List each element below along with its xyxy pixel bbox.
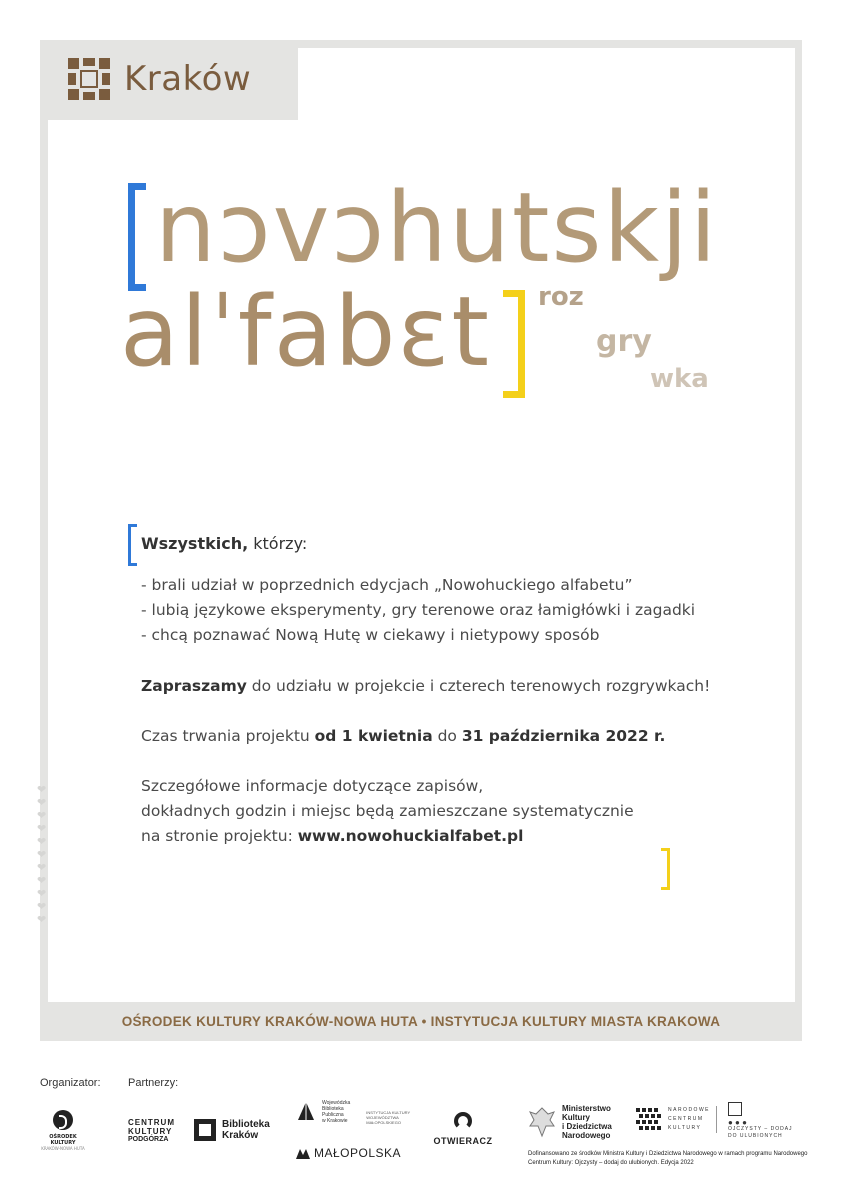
logo-biblioteka-krakow[interactable] xyxy=(194,1119,270,1141)
heart-icon: ❤ xyxy=(37,835,47,848)
wbp-line-4: w Krakowie xyxy=(322,1118,348,1124)
logo-centrum-kultury-podgorza[interactable] xyxy=(128,1118,175,1143)
invite-paragraph xyxy=(141,674,761,698)
heart-icon: ❤ xyxy=(37,822,47,835)
ojczysty-icon xyxy=(728,1102,742,1116)
info-line-3 xyxy=(141,824,761,849)
wbp-text xyxy=(322,1100,350,1125)
invite-content xyxy=(141,534,761,849)
nck-line-1: NARODOWE xyxy=(668,1107,710,1113)
heart-icon: ❤ xyxy=(37,809,47,822)
logo-osrodek-kultury[interactable] xyxy=(38,1110,88,1151)
heart-icon: ❤ xyxy=(37,874,47,887)
heart-icon: ❤ xyxy=(37,900,47,913)
ckp-line-3: PODGÓRZA xyxy=(128,1136,169,1143)
ojczysty-dots-icon: ● ● ● xyxy=(728,1118,747,1127)
heading-bold: Wszystkich, xyxy=(141,534,249,553)
wbp-inst-3: MAŁOPOLSKIEGO xyxy=(366,1120,401,1125)
logo-ojczysty[interactable] xyxy=(728,1102,793,1140)
nck-grid-icon xyxy=(636,1108,662,1132)
content-bracket-open xyxy=(128,524,137,566)
otwieracz-label: OTWIERACZ xyxy=(433,1136,493,1146)
bk-line-1: Biblioteka xyxy=(222,1119,270,1130)
title-suffix-wka: wka xyxy=(650,364,709,394)
ministerstwo-text xyxy=(562,1104,612,1140)
content-bracket-close xyxy=(661,848,670,890)
krakow-mark-icon xyxy=(68,58,110,100)
title-line-2: alˈfabɛt xyxy=(120,276,491,388)
logo-ministerstwo-kultury[interactable] xyxy=(528,1104,612,1140)
wbp-institution xyxy=(366,1110,410,1125)
footer-institution: OŚRODEK KULTURY KRAKÓW-NOWA HUTA • INSTYTUCJA KULTURY MIASTA KRAKOWA xyxy=(121,1014,721,1029)
nck-line-3: KULTURY xyxy=(668,1125,702,1131)
biblioteka-text xyxy=(222,1119,270,1141)
invite-rest: do udziału w projekcie i czterech terenowych rozgrywkach! xyxy=(246,677,711,695)
title-suffix-roz: roz xyxy=(538,282,584,312)
mk-line-3: i Dziedzictwa xyxy=(562,1122,612,1131)
krakow-brand-name: Kraków xyxy=(124,59,252,99)
ckp-line-1: CENTRUM xyxy=(128,1118,175,1127)
heading-rest: którzy: xyxy=(248,534,308,553)
invite-bold: Zapraszamy xyxy=(141,677,247,695)
nck-text xyxy=(668,1106,717,1133)
wbp-inst-1: INSTYTUCJA KULTURY xyxy=(366,1110,411,1115)
logo-nck[interactable] xyxy=(636,1106,717,1133)
info-line-2: dokładnych godzin i miejsc będą zamieszczane systematycznie xyxy=(141,802,634,820)
mk-line-1: Ministerstwo xyxy=(562,1104,611,1113)
oj-line-1: OJCZYSTY – DODAJ xyxy=(728,1126,793,1132)
info-paragraph xyxy=(141,774,761,849)
criteria-list xyxy=(141,573,761,648)
organizer-label: Organizator: xyxy=(40,1077,101,1089)
heart-icon: ❤ xyxy=(37,796,47,809)
bk-line-2: Kraków xyxy=(222,1130,259,1141)
info-line-1: Szczegółowe informacje dotyczące zapisów, xyxy=(141,777,484,795)
logo-malopolska[interactable] xyxy=(296,1146,401,1160)
duration-to: 31 października 2022 r. xyxy=(461,727,666,745)
website-link[interactable]: www.nowohuckialfabet.pl xyxy=(297,827,524,845)
title-suffix-gry: gry xyxy=(596,324,652,359)
heart-icon: ❤ xyxy=(37,861,47,874)
mk-line-4: Narodowego xyxy=(562,1131,611,1140)
ckp-line-2: KULTURY xyxy=(128,1127,173,1136)
ok-line-2: KRAKÓW-NOWA HUTA xyxy=(41,1146,85,1151)
biblioteka-square-icon xyxy=(194,1119,216,1141)
wbp-line-2: Biblioteka xyxy=(322,1106,344,1112)
funding-note: Dofinansowano ze środków Ministra Kultury i Dziedzictwa Narodowego w ramach programu Narodowego Centrum Kultury: Ojczysty – dodaj do ulubionych. Edycja 2022 xyxy=(528,1151,808,1166)
duration-paragraph xyxy=(141,724,761,748)
title-line-1: nɔvɔhutskji xyxy=(155,172,719,284)
duration-from: od 1 kwietnia xyxy=(314,727,433,745)
wbp-line-1: Wojewódzka xyxy=(322,1100,351,1106)
malopolska-label: MAŁOPOLSKA xyxy=(314,1146,402,1160)
footer-band xyxy=(40,1002,802,1041)
heart-icon: ❤ xyxy=(37,887,47,900)
heart-icon: ❤ xyxy=(37,848,47,861)
duration-mid: do xyxy=(432,727,462,745)
logo-otwieracz[interactable] xyxy=(428,1112,498,1146)
wbp-inst-2: WOJEWÓDZTWA xyxy=(366,1115,399,1120)
duration-prefix: Czas trwania projektu xyxy=(141,727,315,745)
invite-heading xyxy=(141,534,761,553)
ok-circle-icon xyxy=(53,1110,73,1130)
side-decoration xyxy=(37,784,49,925)
otwieracz-icon xyxy=(454,1112,472,1130)
info-line-3-prefix: na stronie projektu: xyxy=(141,827,298,845)
criteria-item: - lubią językowe eksperymenty, gry terenowe oraz łamigłówki i zagadki xyxy=(141,601,696,619)
mk-line-2: Kultury xyxy=(562,1113,590,1122)
mountain-icon xyxy=(296,1147,310,1159)
wbp-line-3: Publiczna xyxy=(322,1112,344,1118)
header-white-area xyxy=(298,48,795,120)
ok-line-1: OŚRODEK KULTURY xyxy=(49,1134,77,1146)
partners-label: Partnerzy: xyxy=(128,1077,179,1089)
criteria-item: - brali udział w poprzednich edycjach „Nowohuckiego alfabetu” xyxy=(141,576,633,594)
heart-icon: ❤ xyxy=(37,913,47,926)
book-icon xyxy=(296,1100,316,1122)
krakow-logo[interactable] xyxy=(68,58,251,100)
oj-line-2: DO ULUBIONYCH xyxy=(728,1133,783,1139)
project-title xyxy=(120,172,740,408)
logo-wbp-krakow[interactable] xyxy=(296,1100,410,1125)
nck-line-2: CENTRUM xyxy=(668,1116,704,1122)
eagle-emblem-icon xyxy=(528,1106,556,1138)
heart-icon: ❤ xyxy=(37,783,47,796)
criteria-item: - chcą poznawać Nową Hutę w ciekawy i nietypowy sposób xyxy=(141,626,600,644)
